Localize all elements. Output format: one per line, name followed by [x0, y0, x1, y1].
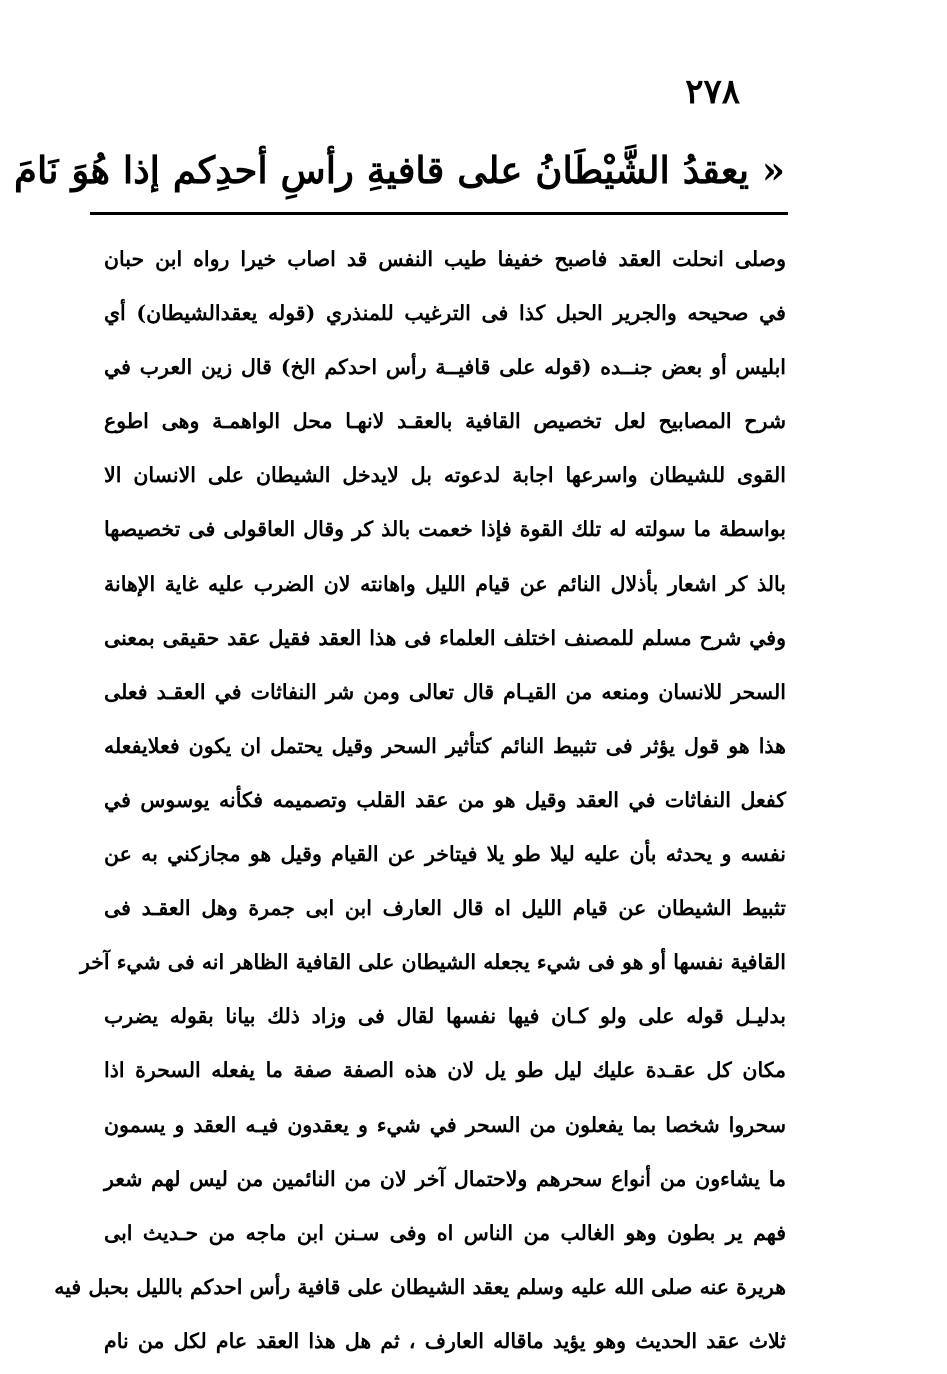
- text-line: السحر للانسان ومنعه من القيـام قال تعالى ومن شر النفاثات في العقـد فعلى: [104, 679, 786, 704]
- text-line: نفسه و يحدثه بأن عليه ليلا طو يلا فيتاخر عن القيام وقيل هو مجازكني به عن: [104, 842, 786, 867]
- hadith-heading: « يعقدُ الشَّيْطَانُ على قافيةِ رأسِ أحدِكم إذا هُوَ نَامَ: [14, 148, 785, 192]
- text-line: سحروا شخصا بما يفعلون من السحر في شيء و يعقدون فيـه العقد و يسمون: [104, 1112, 786, 1137]
- text-line: هذا هو قول يؤثر فى تثبيط النائم كتأثير السحر وقيل يحتمل ان يكون فعلايفعله: [104, 733, 786, 758]
- text-line: ابليس أو بعض جنــده (قوله على قافيــة رأس احدكم الخ) قال زين العرب في: [104, 355, 786, 380]
- text-line: كفعل النفاثات في العقد وقيل هو من عقد القلب وتصميمه فكأنه يوسوس في: [104, 787, 786, 812]
- text-line: وفي شرح مسلم للمصنف اختلف العلماء فى هذا العقد فقيل عقد حقيقى بمعنى: [104, 625, 786, 650]
- text-line: فهم ير بطون وهو الغالب من الناس اه وفى سـنن ابن ماجه من حـديث ابى: [104, 1220, 786, 1245]
- text-line: ما يشاءون من أنواع سحرهم ولاحتمال آخر لان من النائمين من ليس لهم شعر: [104, 1166, 786, 1191]
- text-line: وصلى انحلت العقد فاصبح خفيفا طيب النفس قد اصاب خيرا رواه ابن حبان: [104, 247, 786, 271]
- commentary-body: [54, 232, 786, 1368]
- text-line: ثلاث عقد الحديث وهو يؤيد ماقاله العارف ، ثم هل هذا العقد عام لكل من نام: [104, 1328, 786, 1353]
- text-line: شرح المصابيح لعل تخصيص القافية بالعقـد لانهـا محل الواهمـة وهى اطوع: [104, 409, 786, 434]
- heading-divider: [90, 212, 788, 215]
- text-line: بالذ كر اشعار بأذلال النائم عن قيام الليل واهانته لان الضرب عليه غاية الإهانة: [104, 571, 786, 596]
- text-line: القافية نفسها أو هو فى شيء يجعله الشيطان على القافية الظاهر انه فى شيء آخر: [79, 950, 786, 975]
- page-number: ٢٧٨: [685, 72, 740, 112]
- text-line: القوى للشيطان واسرعها اجابة لدعوته بل لايدخل الشيطان على الانسان الا: [104, 463, 786, 488]
- text-line: بدليـل قوله على ولو كـان فيها نفسها لقال فى وزاد ذلك بيانا بقوله يضرب: [104, 1004, 786, 1029]
- text-line: في صحيحه والجرير الحبل كذا فى الترغيب للمنذري (قوله يعقدالشيطان) أي: [104, 301, 786, 326]
- text-line: بواسطة ما سولته له تلك القوة فإذا خعمت بالذ كر وقال العاقولى فى تخصيصها: [104, 517, 786, 542]
- text-line: مكان كل عقـدة عليك ليل طو يل لان هذه الصفة صفة ما يفعله السحرة اذا: [104, 1058, 786, 1083]
- text-line: هريرة عنه صلى الله عليه وسلم يعقد الشيطان على قافية رأس احدكم بالليل بحبل فيه: [54, 1274, 786, 1299]
- text-line: تثبيط الشيطان عن قيام الليل اه قال العارف ابن ابى جمرة وهل العقـد فى: [104, 896, 786, 921]
